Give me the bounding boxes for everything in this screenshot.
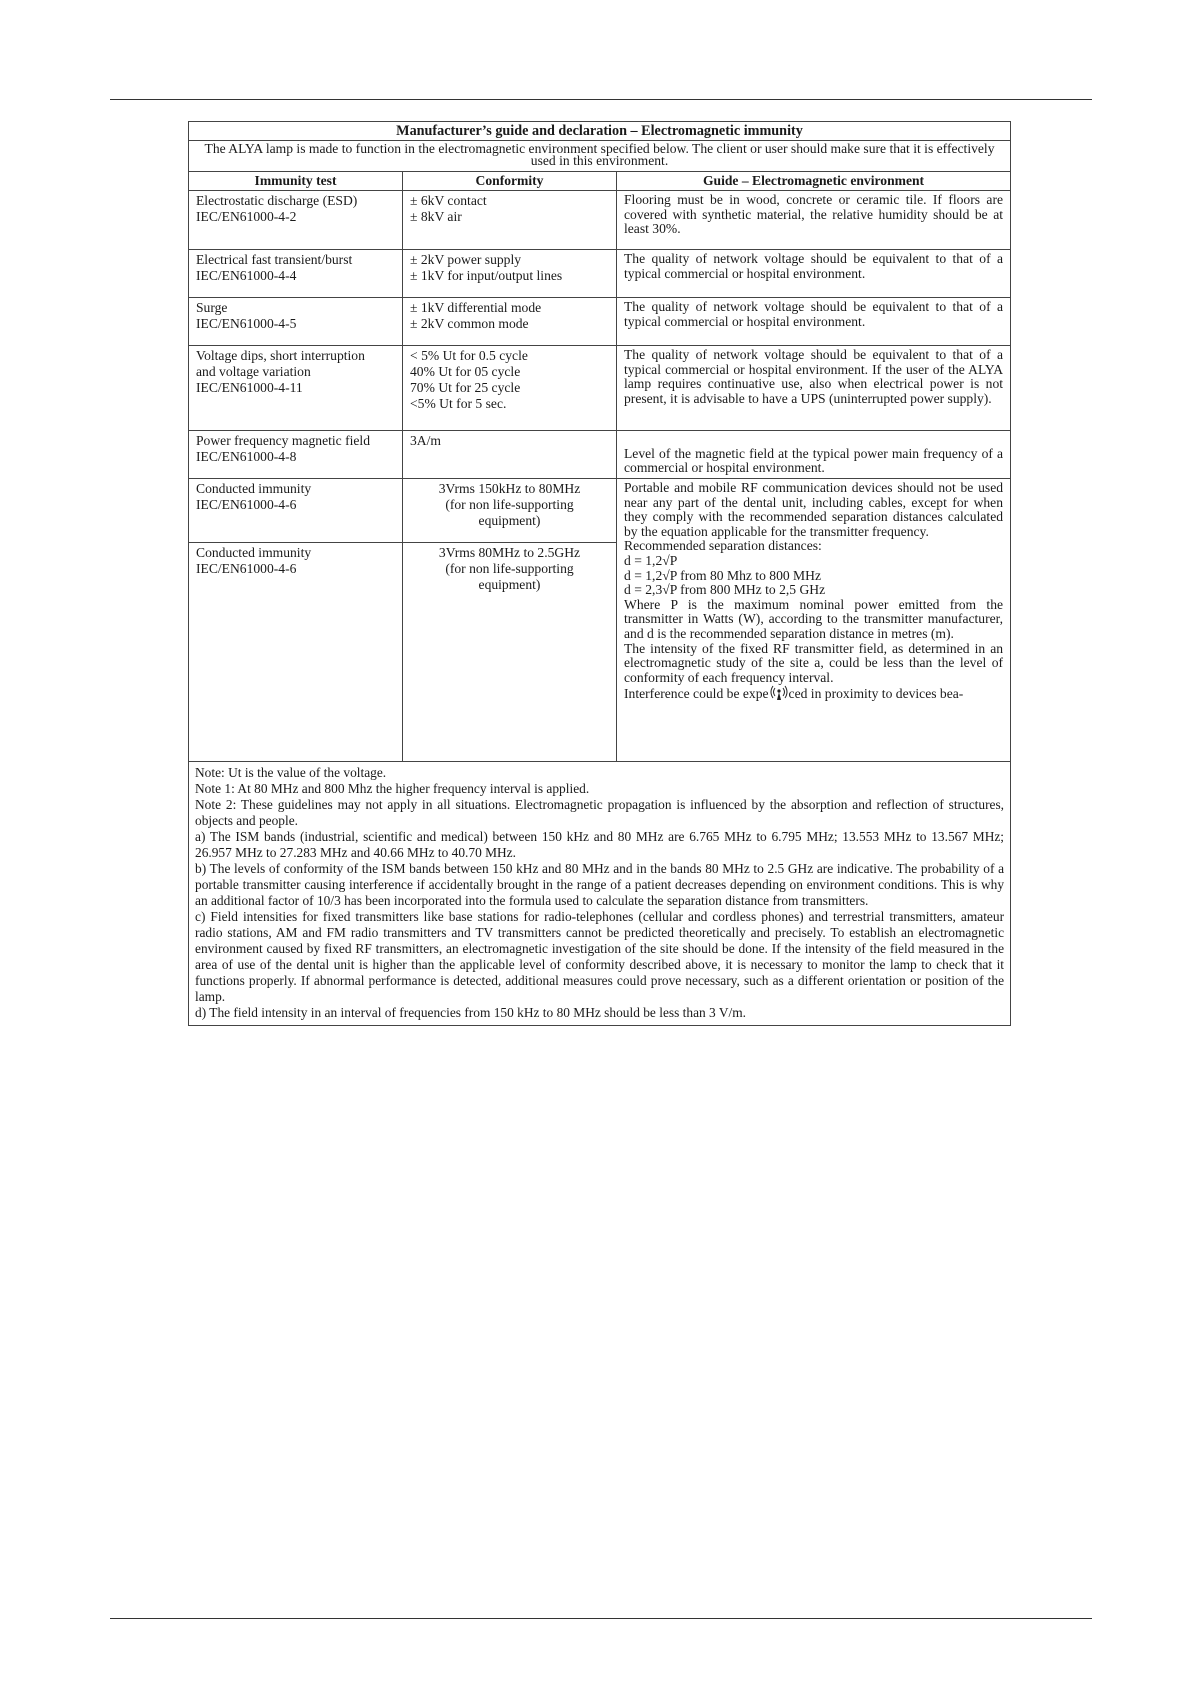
- test-name: Electrostatic discharge (ESD): [196, 193, 358, 208]
- table-intro: The ALYA lamp is made to function in the electromagnetic environment specified below. The client or user should make sure that it is effectively used in this environment.: [189, 141, 1011, 172]
- guide-cell: The quality of network voltage should be equivalent to that of a typical commercial or hospital environment.: [617, 298, 1011, 346]
- conformity-cell: [403, 298, 617, 346]
- note-line: Note 1: At 80 MHz and 800 Mhz the higher frequency interval is applied.: [195, 781, 590, 796]
- conformity-cell: [403, 250, 617, 298]
- conformity-value: ± 8kV air: [410, 209, 462, 224]
- table-row: [189, 191, 1011, 250]
- immunity-test-cell: [189, 431, 403, 479]
- conformity-value: ± 1kV differential mode: [410, 300, 542, 315]
- rf-guide-subtitle: Recommended separation distances:: [624, 538, 822, 554]
- table-row: [189, 250, 1011, 298]
- header-rule: [110, 99, 1092, 100]
- rf-guide-paragraph: The intensity of the fixed RF transmitter field, as determined in an electromagnetic study of the site a, could be less than the level of conformity of each frequency interval.: [624, 640, 1004, 685]
- test-name: Electrical fast transient/burst: [196, 252, 353, 267]
- test-standard: IEC/EN61000-4-6: [196, 497, 297, 512]
- conformity-value: 3Vrms 80MHz to 2.5GHz: [438, 545, 581, 560]
- test-name: and voltage variation: [196, 364, 311, 379]
- conformity-value: 3Vrms 150kHz to 80MHz: [438, 481, 581, 496]
- note-line: Note 2: These guidelines may not apply in all situations. Electromagnetic propagation is influenced by the absorption and reflection of structures, objects and people.: [195, 797, 1005, 828]
- note-line: d) The field intensity in an interval of frequencies from 150 kHz to 80 MHz should be less than 3 V/m.: [195, 1005, 747, 1020]
- interference-text: ced in proximity to devices bea-: [788, 686, 964, 702]
- header-immunity-test: Immunity test: [189, 172, 403, 191]
- conformity-value: equipment): [478, 513, 541, 528]
- conformity-value: 70% Ut for 25 cycle: [410, 380, 521, 395]
- conformity-cell: [403, 543, 617, 762]
- conformity-value: ± 6kV contact: [410, 193, 487, 208]
- test-standard: IEC/EN61000-4-11: [196, 380, 303, 395]
- table-row: [189, 479, 1011, 543]
- rf-formula: d = 1,2√P: [624, 552, 678, 568]
- conformity-value: ± 1kV for input/output lines: [410, 268, 563, 283]
- conformity-value: < 5% Ut for 0.5 cycle: [410, 348, 528, 363]
- test-standard: IEC/EN61000-4-8: [196, 449, 297, 464]
- rf-guide-paragraph: Where P is the maximum nominal power emitted from the transmitter in Watts (W), according to the transmitter manufacturer, and d is the recommended separation distance in metres (m).: [624, 596, 1004, 641]
- table-row: [189, 346, 1011, 431]
- conformity-value: equipment): [478, 577, 541, 592]
- notes-cell: [189, 762, 1011, 1026]
- note-line: a) The ISM bands (industrial, scientific and medical) between 150 kHz and 80 MHz are 6.765 MHz to 6.795 MHz; 13.553 MHz to 13.567 MHz; 26.957 MHz to 27.283 MHz and 40.66 MHz to 40.70 MHz.: [195, 829, 1005, 860]
- test-standard: IEC/EN61000-4-2: [196, 209, 297, 224]
- guide-cell: Flooring must be in wood, concrete or ceramic tile. If floors are covered with synthetic material, the relative humidity should be at least 30%.: [617, 191, 1011, 250]
- test-name: Voltage dips, short interruption: [196, 348, 365, 363]
- immunity-test-cell: [189, 250, 403, 298]
- interference-text: Interference could be expe: [624, 686, 769, 702]
- test-name: Conducted immunity: [196, 545, 312, 560]
- conformity-value: 3A/m: [410, 433, 441, 448]
- test-standard: IEC/EN61000-4-4: [196, 268, 297, 283]
- rf-formula: d = 2,3√P from 800 MHz to 2,5 GHz: [624, 582, 826, 598]
- rf-interference-line: [624, 685, 1003, 705]
- table-row: [189, 298, 1011, 346]
- immunity-test-cell: [189, 479, 403, 543]
- conformity-value: ± 2kV power supply: [410, 252, 522, 267]
- test-standard: IEC/EN61000-4-6: [196, 561, 297, 576]
- immunity-test-cell: [189, 543, 403, 762]
- conformity-value: ± 2kV common mode: [410, 316, 529, 331]
- immunity-test-cell: [189, 191, 403, 250]
- conformity-value: <5% Ut for 5 sec.: [410, 396, 507, 411]
- rf-formula: d = 1,2√P from 80 Mhz to 800 MHz: [624, 567, 821, 583]
- conformity-cell: [403, 479, 617, 543]
- immunity-test-cell: [189, 346, 403, 431]
- note-line: b) The levels of conformity of the ISM bands between 150 kHz and 80 MHz and in the bands 80 MHz to 2.5 GHz are indicative. The probability of a portable transmitter causing interference if accidentally brought in the range of a patient decreases depending on environment conditions. This is why an additional factor of 10/3 has been incorporated into the formula used to calculate the separation distance from transmitters.: [195, 861, 1005, 908]
- note-line: Note: Ut is the value of the voltage.: [195, 765, 387, 780]
- guide-cell: Level of the magnetic field at the typical power main frequency of a commercial or hospital environment.: [617, 431, 1011, 479]
- test-standard: IEC/EN61000-4-5: [196, 316, 297, 331]
- rf-guide-cell: [617, 479, 1011, 762]
- test-name: Power frequency magnetic field: [196, 433, 371, 448]
- conformity-value: 40% Ut for 05 cycle: [410, 364, 521, 379]
- conformity-value: (for non life-supporting: [445, 561, 574, 576]
- emc-immunity-table: [188, 121, 1011, 1026]
- conformity-cell: [403, 191, 617, 250]
- header-conformity: Conformity: [403, 172, 617, 191]
- conformity-cell: [403, 346, 617, 431]
- conformity-value: (for non life-supporting: [445, 497, 574, 512]
- guide-cell: The quality of network voltage should be equivalent to that of a typical commercial or hospital environment. If the user of the ALYA lamp requires continuative use, also when electrical power is not present, it is advisable to have a UPS (uninterrupted power supply).: [617, 346, 1011, 431]
- immunity-test-cell: [189, 298, 403, 346]
- conformity-cell: [403, 431, 617, 479]
- table-row: [189, 431, 1011, 479]
- table-title: Manufacturer’s guide and declaration – Electromagnetic immunity: [189, 122, 1011, 141]
- test-name: Conducted immunity: [196, 481, 312, 496]
- guide-cell: The quality of network voltage should be equivalent to that of a typical commercial or hospital environment.: [617, 250, 1011, 298]
- header-guide: Guide – Electromagnetic environment: [617, 172, 1011, 191]
- radio-antenna-icon: [769, 685, 789, 705]
- header-row: [189, 172, 1011, 191]
- test-name: Surge: [196, 300, 228, 315]
- rf-guide-paragraph: Portable and mobile RF communication devices should not be used near any part of the dental unit, including cables, except for when they comply with the recommended separation distances calculated by the equation applicable for the transmitter frequency.: [624, 480, 1004, 539]
- footer-rule: [110, 1618, 1092, 1619]
- note-line: c) Field intensities for fixed transmitters like base stations for radio-telephones (cellular and cordless phones) and terrestrial transmitters, amateur radio stations, AM and FM radio transmitters and TV transmitters cannot be predicted theoretically and precisely. To establish an electromagnetic environment caused by fixed RF transmitters, an electromagnetic investigation of the site should be done. If the intensity of the field measured in the area of use of the dental unit is higher than the applicable level of conformity described above, it is necessary to monitor the lamp to check that it functions properly. If abnormal performance is detected, additional measures could prove necessary, such as a different orientation or position of the lamp.: [195, 909, 1005, 1004]
